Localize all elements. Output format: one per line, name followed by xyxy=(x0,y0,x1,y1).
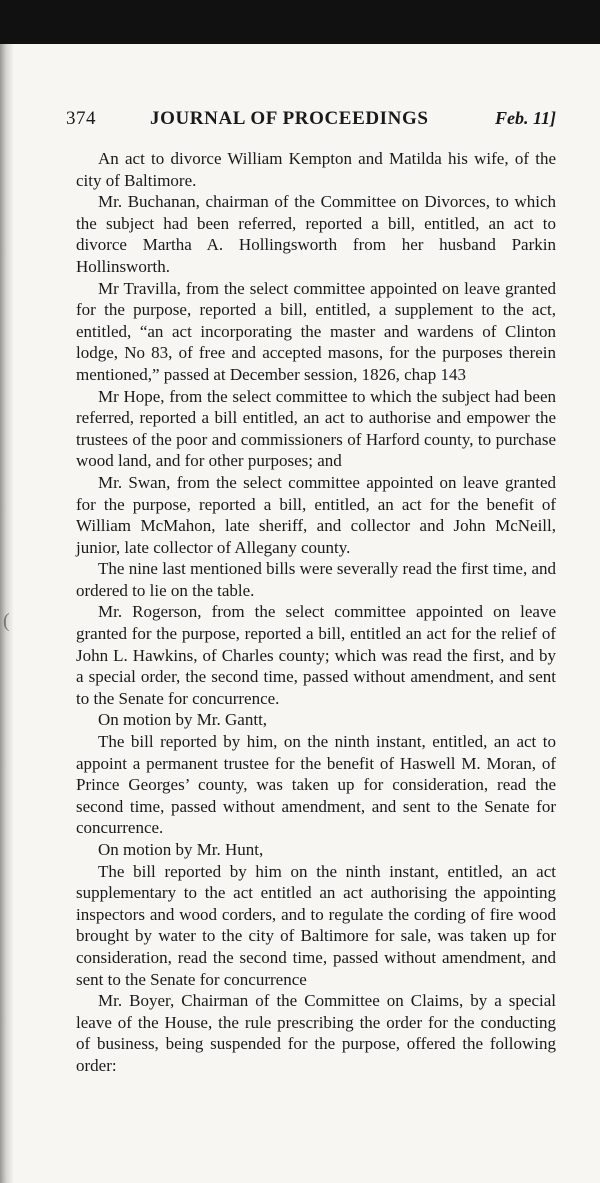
paragraph-rogerson-hawkins: Mr. Rogerson, from the select committee appointed on leave granted for the purpose, reported a bill, entitled an act for the relief of John L. Hawkins, of Charles county; which was read the first, and by a special order, the second time, passed without amendment, and sent to the Senate for concurrence. xyxy=(76,602,556,708)
page-header xyxy=(66,108,556,138)
running-date: Feb. 11] xyxy=(495,108,556,128)
paragraph-nine-bills: The nine last mentioned bills were severally read the first time, and ordered to lie on the table. xyxy=(76,559,556,600)
page-number: 374 xyxy=(66,108,96,129)
paragraph-motion-gantt: On motion by Mr. Gantt, xyxy=(98,710,268,730)
paragraph-motion-hunt: On motion by Mr. Hunt, xyxy=(98,840,264,859)
paragraph-travilla-lodge: Mr Travilla, from the select committee appointed on leave granted for the purpose, reported a bill, entitled, a supplement to the act, entitled, “an act incorporating the master and wardens of Clinton lodge, No 83, of free and accepted masons, for the purposes therein mentioned,” passed at December session, 1826, chap 143 xyxy=(76,278,556,384)
paragraph-divorce-kempton: An act to divorce William Kempton and Matilda his wife, of the city of Baltimore. xyxy=(76,149,556,190)
running-title: JOURNAL OF PROCEEDINGS xyxy=(150,108,429,129)
scan-top-border xyxy=(0,0,600,44)
paragraph-hunt-bill: The bill reported by him on the ninth instant, entitled, an act supplementary to the act entitled an act authorising the appointing inspectors and wood corders, and to regulate the cording of fire wood brought by water to the city of Baltimore for sale, was taken up for consideration, read the second time, passed without amendment, and sent to the Senate for concurrence xyxy=(76,861,556,989)
paragraph-buchanan-divorces: Mr. Buchanan, chairman of the Committee on Divorces, to which the subject had been referred, reported a bill, entitled, an act to divorce Martha A. Hollingsworth from her husband Parkin Hollinsworth. xyxy=(76,192,556,276)
paragraph-gantt-bill: The bill reported by him, on the ninth instant, entitled, an act to appoint a permanent trustee for the benefit of Haswell M. Moran, of Prince Georges’ county, was taken up for consideration, read the second time, passed without amendment, and sent to the Senate for concurrence. xyxy=(76,732,556,838)
paragraph-hope-harford: Mr Hope, from the select committee to which the subject had been referred, reported a bill entitled, an act to authorise and empower the trustees of the poor and commissioners of Harford county, to purchase wood land, and for other purposes; and xyxy=(76,386,556,471)
journal-body xyxy=(76,148,556,1077)
paragraph-swan-allegany: Mr. Swan, from the select committee appointed on leave granted for the purpose, reported a bill, entitled, an act for the benefit of William McMahon, late sheriff, and collector and John McNeill, junior, late collector of Allegany county. xyxy=(76,472,556,557)
margin-bracket-mark: ( xyxy=(3,610,10,632)
paragraph-boyer-claims: Mr. Boyer, Chairman of the Committee on Claims, by a special leave of the House, the rule prescribing the order for the conducting of business, being suspended for the purpose, offered the following order: xyxy=(76,991,556,1075)
